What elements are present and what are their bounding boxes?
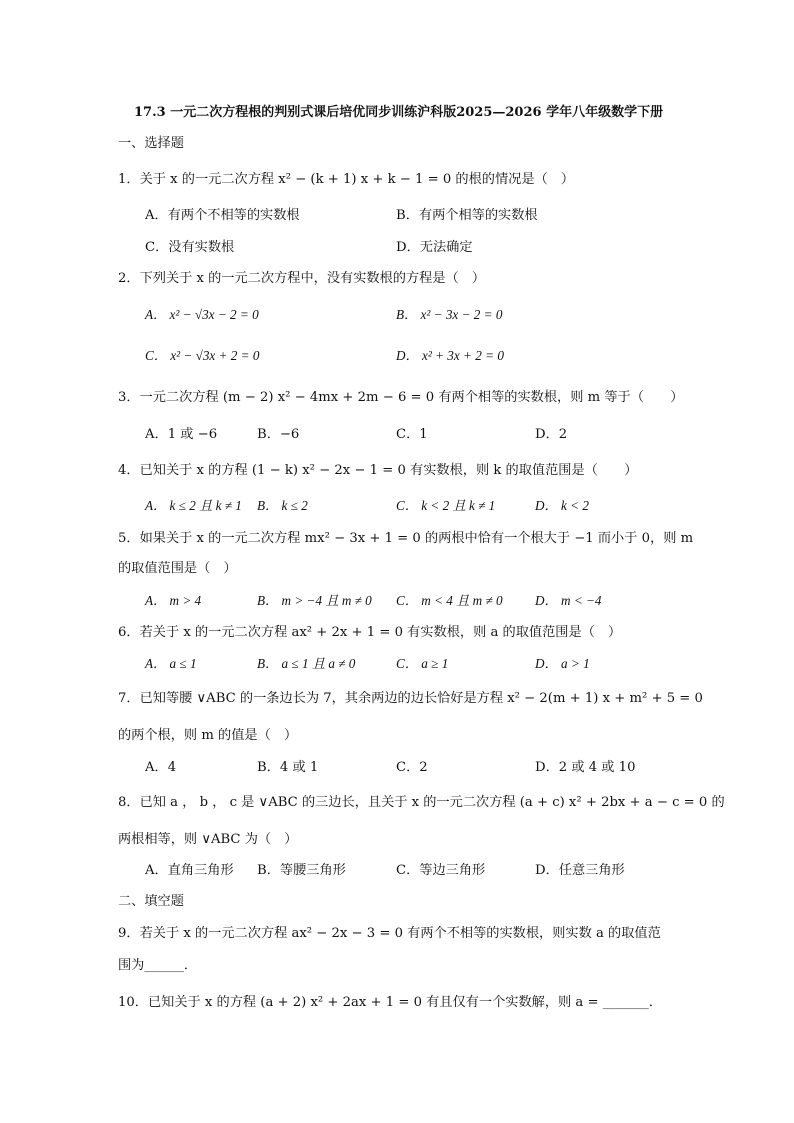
question-5-option-c: C． m < 4 且 m ≠ 0 (396, 593, 503, 608)
question-6-option-a: A． a ≤ 1 (145, 656, 197, 671)
question-8-option-a: A．直角三角形 (145, 863, 234, 878)
question-1-option-a: A．有两个不相等的实数根 (145, 208, 300, 223)
question-2-option-c: C． x² − √3x + 2 = 0 (145, 348, 260, 363)
question-2-stem: 2．下列关于 x 的一元二次方程中，没有实数根的方程是（ ） (118, 271, 486, 286)
question-8-stem-line-2: 两根相等，则 ∨ABC 为（ ） (118, 832, 298, 847)
question-8-option-d: D．任意三角形 (535, 863, 625, 878)
question-6-option-c: C． a ≥ 1 (396, 656, 449, 671)
question-4-option-c: C． k < 2 且 k ≠ 1 (396, 498, 496, 513)
question-2-option-d: D． x² + 3x + 2 = 0 (396, 348, 504, 363)
question-4-option-d: D． k < 2 (535, 498, 589, 513)
question-1-option-b: B．有两个相等的实数根 (396, 208, 538, 223)
section-heading-fill: 二、填空题 (118, 894, 184, 909)
question-5-stem-line-2: 的取值范围是（ ） (118, 561, 237, 576)
question-4-stem: 4．已知关于 x 的方程 (1 − k) x² − 2x − 1 = 0 有实数根，则 k 的取值范围是（ ） (118, 463, 638, 478)
question-2-option-b: B． x² − 3x − 2 = 0 (396, 307, 503, 322)
question-7-option-b: B．4 或 1 (257, 760, 319, 775)
question-7-stem-line-2: 的两个根，则 m 的值是（ ） (118, 728, 298, 743)
question-3-option-d: D．2 (535, 427, 568, 442)
question-10-stem: 10．已知关于 x 的方程 (a + 2) x² + 2ax + 1 = 0 有且仅有一个实数解，则 a = _______． (118, 995, 663, 1010)
section-heading-choice: 一、选择题 (118, 136, 184, 151)
question-6-option-d: D． a > 1 (535, 656, 590, 671)
question-5-option-b: B． m > −4 且 m ≠ 0 (257, 593, 372, 608)
question-3-stem: 3．一元二次方程 (m − 2) x² − 4mx + 2m − 6 = 0 有两个相等的实数根，则 m 等于（ ） (118, 390, 684, 405)
question-3-option-a: A．1 或 −6 (145, 427, 218, 442)
question-6-stem: 6．若关于 x 的一元二次方程 ax² + 2x + 1 = 0 有实数根，则 a 的取值范围是（ ） (118, 625, 622, 640)
question-1-stem: 1．关于 x 的一元二次方程 x² − (k + 1) x + k − 1 = 0 的根的情况是（ ） (118, 172, 575, 187)
question-7-option-d: D．2 或 4 或 10 (535, 760, 636, 775)
question-1-option-d: D．无法确定 (396, 240, 473, 255)
question-4-option-a: A． k ≤ 2 且 k ≠ 1 (145, 498, 242, 513)
question-5-option-a: A． m > 4 (145, 593, 202, 608)
question-5-option-d: D． m < −4 (535, 593, 602, 608)
question-9-stem-line-1: 9．若关于 x 的一元二次方程 ax² − 2x − 3 = 0 有两个不相等的实数根，则实数 a 的取值范 (118, 926, 661, 941)
page-title: 17.3 一元二次方程根的判别式课后培优同步训练沪科版2025—2026 学年八年级数学下册 (134, 105, 664, 120)
question-3-option-b: B．−6 (257, 427, 300, 442)
question-7-option-c: C．2 (396, 760, 428, 775)
question-8-option-b: B．等腰三角形 (257, 863, 346, 878)
question-3-option-c: C．1 (396, 427, 428, 442)
question-7-stem-line-1: 7．已知等腰 ∨ABC 的一条边长为 7，其余两边的边长恰好是方程 x² − 2(m + 1) x + m² + 5 = 0 (118, 691, 703, 706)
question-8-option-c: C．等边三角形 (396, 863, 486, 878)
question-6-option-b: B． a ≤ 1 且 a ≠ 0 (257, 656, 356, 671)
question-7-option-a: A．4 (145, 760, 177, 775)
question-1-option-c: C．没有实数根 (145, 240, 235, 255)
question-4-option-b: B． k ≤ 2 (257, 498, 308, 513)
question-8-stem-line-1: 8．已知 a ， b ， c 是 ∨ABC 的三边长，且关于 x 的一元二次方程 (a + c) x² + 2bx + a − c = 0 的 (118, 795, 725, 810)
question-2-option-a: A． x² − √3x − 2 = 0 (145, 307, 259, 322)
question-5-stem-line-1: 5．如果关于 x 的一元二次方程 mx² − 3x + 1 = 0 的两根中恰有一个根大于 −1 而小于 0，则 m (118, 531, 694, 546)
question-9-stem-line-2: 围为______． (118, 958, 198, 973)
